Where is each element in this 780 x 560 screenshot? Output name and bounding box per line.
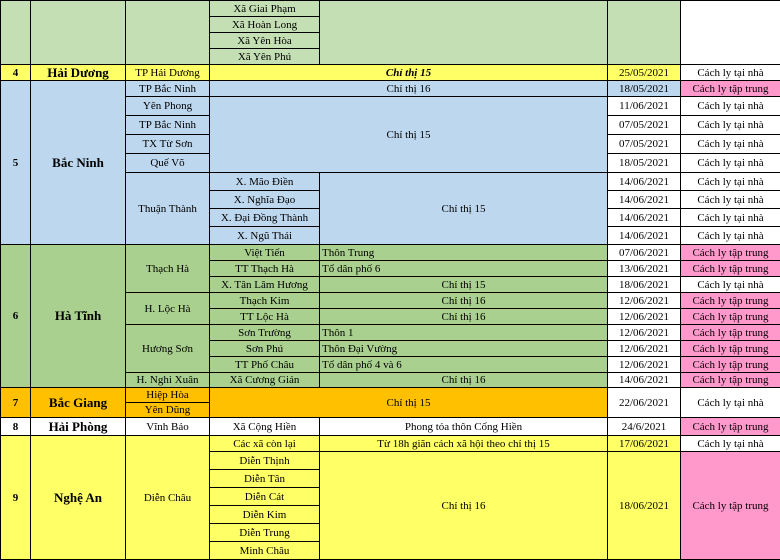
area-cell: Chỉ thị 15 (320, 277, 608, 293)
commune-cell: TT Phố Châu (210, 357, 320, 373)
commune-cell: X. Đại Đồng Thành (210, 209, 320, 227)
date-cell: 18/05/2021 (608, 154, 681, 173)
commune-cell: Diễn Cát (210, 488, 320, 506)
measure-cell: Cách ly tại nhà (681, 97, 780, 116)
commune-cell: Xã Hoàn Long (210, 17, 320, 33)
date-cell: 12/06/2021 (608, 357, 681, 373)
directive-cell: Chỉ thị 16 (320, 452, 608, 560)
directive-cell: Chỉ thị 15 (210, 388, 608, 418)
province-cell: Hải Phòng (31, 418, 126, 436)
stt-cell: 7 (1, 388, 31, 418)
date-cell: 11/06/2021 (608, 97, 681, 116)
measure-cell: Cách ly tập trung (681, 418, 780, 436)
commune-cell: Xã Cộng Hiền (210, 418, 320, 436)
date-cell: 07/05/2021 (608, 116, 681, 135)
province-cell: Bắc Giang (31, 388, 126, 418)
stt-cell: 6 (1, 245, 31, 388)
area-cell: Thôn Đại Vường (320, 341, 608, 357)
stt-cell: 8 (1, 418, 31, 436)
measure-cell: Cách ly tập trung (681, 357, 780, 373)
measure-cell: Cách ly tập trung (681, 341, 780, 357)
measure-cell: Cách ly tại nhà (681, 388, 780, 418)
commune-cell: X. Nghĩa Đạo (210, 191, 320, 209)
date-cell: 24/6/2021 (608, 418, 681, 436)
date-cell: 12/06/2021 (608, 309, 681, 325)
table-row (1, 81, 780, 97)
area-cell: Chỉ thị 16 (320, 309, 608, 325)
area-cell: Từ 18h giãn cách xã hội theo chỉ thị 15 (320, 436, 608, 452)
date-cell: 17/06/2021 (608, 436, 681, 452)
area-cell: Chỉ thị 16 (320, 373, 608, 388)
directive-cell: Chỉ thị 15 (320, 173, 608, 245)
measure-cell: Cách ly tại nhà (681, 173, 780, 191)
measure-cell: Cách ly tập trung (681, 373, 780, 388)
date-cell: 12/06/2021 (608, 293, 681, 309)
commune-cell: Xã Yên Hòa (210, 33, 320, 49)
district-cell: TP Bắc Ninh (126, 81, 210, 97)
date-cell: 12/06/2021 (608, 325, 681, 341)
date-cell: 18/06/2021 (608, 452, 681, 560)
commune-cell: Sơn Trường (210, 325, 320, 341)
measure-cell: Cách ly tập trung (681, 261, 780, 277)
province-cell: Hải Dương (31, 65, 126, 81)
commune-cell: Việt Tiến (210, 245, 320, 261)
commune-cell: X. Ngũ Thái (210, 227, 320, 245)
area-cell: Tổ dân phố 6 (320, 261, 608, 277)
directive-cell: Chỉ thị 16 (210, 81, 608, 97)
measure-cell: Cách ly tại nhà (681, 154, 780, 173)
district-cell: Vĩnh Bảo (126, 418, 210, 436)
measure-cell: Cách ly tại nhà (681, 191, 780, 209)
stt-cell: 5 (1, 81, 31, 245)
date-cell: 18/05/2021 (608, 81, 681, 97)
date-cell: 14/06/2021 (608, 173, 681, 191)
table-row (1, 388, 780, 403)
commune-cell: Diễn Tân (210, 470, 320, 488)
area-cell: Phong tỏa thôn Cống Hiền (320, 418, 608, 436)
table-row (1, 65, 780, 81)
directive-cell: Chỉ thị 15 (210, 65, 608, 81)
measure-cell: Cách ly tại nhà (681, 65, 780, 81)
province-cell: Hà Tĩnh (31, 245, 126, 388)
area-cell: Thôn Trung (320, 245, 608, 261)
date-cell: 12/06/2021 (608, 341, 681, 357)
measure-cell: Cách ly tại nhà (681, 277, 780, 293)
measure-cell: Cách ly tập trung (681, 81, 780, 97)
district-cell (126, 1, 210, 65)
commune-cell: Thạch Kim (210, 293, 320, 309)
measure-cell: Cách ly tập trung (681, 293, 780, 309)
table-row (1, 245, 780, 261)
stt-cell: 4 (1, 65, 31, 81)
district-cell: TP Bắc Ninh (126, 116, 210, 135)
province-cell: Nghệ An (31, 436, 126, 560)
district-cell: TP Hải Dương (126, 65, 210, 81)
district-cell: Thạch Hà (126, 245, 210, 293)
measure-cell: Cách ly tại nhà (681, 209, 780, 227)
date-cell: 14/06/2021 (608, 191, 681, 209)
date-cell: 25/05/2021 (608, 65, 681, 81)
measure-cell: Cách ly tại nhà (681, 436, 780, 452)
commune-cell: X. Tân Lâm Hương (210, 277, 320, 293)
date-cell: 14/06/2021 (608, 373, 681, 388)
measure-cell: Cách ly tập trung (681, 325, 780, 341)
measure-cell: Cách ly tập trung (681, 309, 780, 325)
date-cell: 07/05/2021 (608, 135, 681, 154)
district-cell: Yên Dũng (126, 403, 210, 418)
measure-cell: Cách ly tại nhà (681, 116, 780, 135)
measure-cell: Cách ly tập trung (681, 452, 780, 560)
date-cell (608, 1, 681, 65)
district-cell: Hiệp Hòa (126, 388, 210, 403)
province-cell: Bắc Ninh (31, 81, 126, 245)
district-cell: H. Lộc Hà (126, 293, 210, 325)
measure-cell: Cách ly tập trung (681, 245, 780, 261)
measure-cell: Cách ly tại nhà (681, 227, 780, 245)
district-cell: H. Nghi Xuân (126, 373, 210, 388)
district-cell: TX Từ Sơn (126, 135, 210, 154)
measure-cell: Cách ly tại nhà (681, 135, 780, 154)
date-cell: 22/06/2021 (608, 388, 681, 418)
commune-cell: Minh Châu (210, 542, 320, 560)
commune-cell: Diễn Thịnh (210, 452, 320, 470)
district-cell: Thuận Thành (126, 173, 210, 245)
commune-cell: TT Thạch Hà (210, 261, 320, 277)
date-cell: 14/06/2021 (608, 227, 681, 245)
area-cell: Chỉ thị 16 (320, 293, 608, 309)
commune-cell: Diễn Trung (210, 524, 320, 542)
district-cell: Hương Sơn (126, 325, 210, 373)
province-cell (31, 1, 126, 65)
commune-cell: Sơn Phú (210, 341, 320, 357)
commune-cell: Diễn Kim (210, 506, 320, 524)
date-cell: 14/06/2021 (608, 209, 681, 227)
date-cell: 07/06/2021 (608, 245, 681, 261)
date-cell: 13/06/2021 (608, 261, 681, 277)
table-row (1, 418, 780, 436)
district-cell: Yên Phong (126, 97, 210, 116)
directive-cell: Chỉ thị 15 (210, 97, 608, 173)
date-cell: 18/06/2021 (608, 277, 681, 293)
area-cell: Thôn 1 (320, 325, 608, 341)
area-cell: Tổ dân phố 4 và 6 (320, 357, 608, 373)
commune-cell: X. Mão Điền (210, 173, 320, 191)
table-row (1, 436, 780, 452)
commune-cell: Xã Cương Gián (210, 373, 320, 388)
table-row (1, 1, 780, 17)
district-cell: Diễn Châu (126, 436, 210, 560)
measure-cell (681, 1, 780, 65)
stt-cell (1, 1, 31, 65)
district-cell: Quế Võ (126, 154, 210, 173)
commune-cell: TT Lộc Hà (210, 309, 320, 325)
commune-cell: Xã Giai Phạm (210, 1, 320, 17)
stt-cell: 9 (1, 436, 31, 560)
commune-cell: Xã Yên Phú (210, 49, 320, 65)
directive-cell (320, 1, 608, 65)
commune-cell: Các xã còn lại (210, 436, 320, 452)
